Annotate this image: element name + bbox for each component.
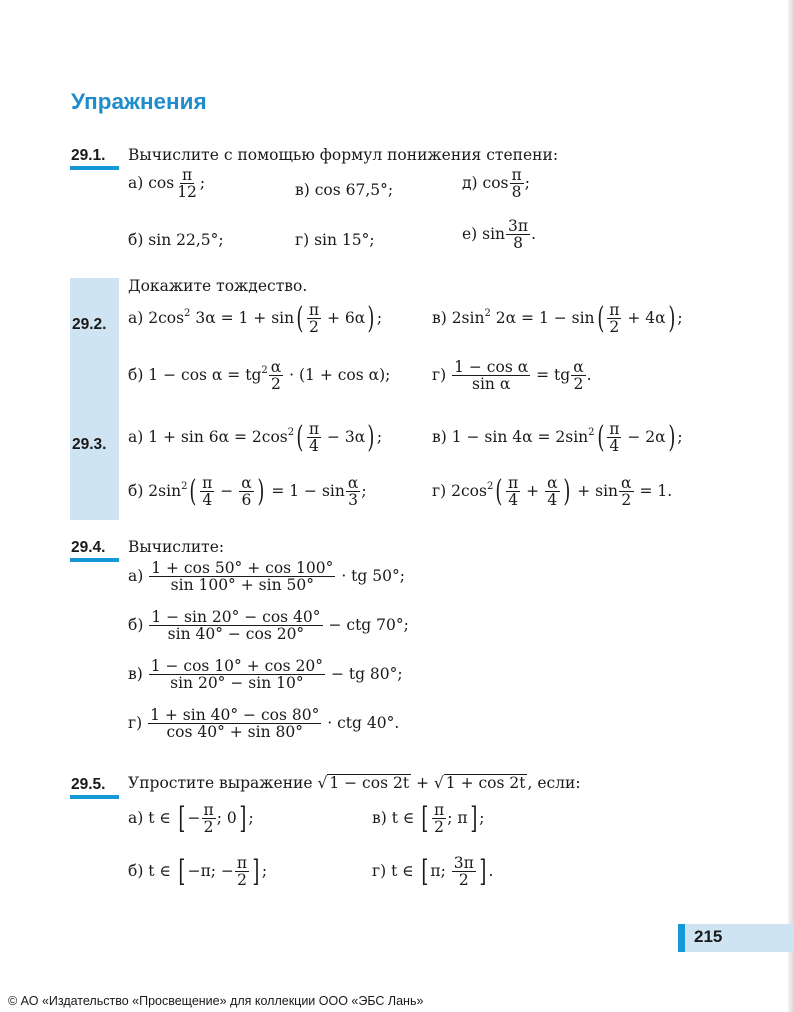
exercise-number-29-2: 29.2. [72,316,107,333]
item-29-2-v: в) $2\sin^2$ 2α = 1 − sin( $\frac{\pi}{2}$ + 4α) ; [432,300,683,337]
square-root-icon: √ [433,774,444,792]
page-number: 215 [694,927,723,946]
page-number-marker [678,924,685,952]
item-29-3-a: а) $1 + \sin 6\alpha = 2\cos^2$( $\frac{\pi}{4}$ − 3α) ; [128,419,383,456]
exercise-underline [70,558,119,562]
item-29-1-g: г) sin 15°; [295,231,375,249]
item-29-1-v: в) cos 67,5°; [295,181,394,199]
copyright-notice: © АО «Издательство «Просвещение» для коллекции ООО «ЭБС Лань» [8,994,424,1008]
exercise-task-29-5: Упростите выражение √ 1 − cos 2t + √ 1 + cos 2t , если: [128,774,581,792]
item-29-4-g: г) $\frac{1 + \sin 40^\circ - \cos 80^\circ}{\cos 40^\circ + \sin 80^\circ}$ · ctg 40°. [128,706,400,742]
item-29-2-g: г) $\frac{\text{1 − cos α}}{\text{sin α}}$ = tg $\frac{\alpha}{2}$ . [432,358,592,394]
item-29-5-a: а) t ∈ [ − $\frac{\pi}{2}$ ; 0] ; [128,800,254,837]
item-29-1-a: а) cos $\frac{\pi}{12}$ ; [128,166,206,202]
item-29-1-d: д) cos $\frac{\pi}{8}$ ; [462,166,530,202]
exercise-number-29-5: 29.5. [71,776,106,793]
exercise-task-29-1: Вычислите с помощью формул понижения степени: [128,146,559,164]
item-29-5-v: в) t ∈ [ $\frac{\pi}{2}$ ; π] ; [372,800,485,837]
prove-task: Докажите тождество. [128,277,308,295]
square-root-icon: √ [317,774,328,792]
item-29-3-b: б) $2\sin^2$( $\frac{\pi}{4}$ − $\frac{\alpha}{6}$ ) = 1 − sin $\frac{\alpha}{3}$ ; [128,473,367,510]
item-29-2-a: а) $2\cos^2$ 3α = 1 + sin( $\frac{\pi}{2}$ + 6α) ; [128,300,383,337]
exercise-band-highlight [70,278,119,520]
item-29-3-g: г) $2\cos^2$( $\frac{\pi}{4}$ + $\frac{\alpha}{4}$ ) + sin $\frac{\alpha}{2}$ = 1. [432,473,673,510]
page-edge-shadow [788,0,794,1012]
exercise-underline [70,795,119,799]
item-29-5-g: г) t ∈ [ π; $\frac{3\pi}{2}$ ] . [372,853,494,890]
item-29-4-v: в) $\frac{1 - \cos 10^\circ + \cos 20^\circ}{\sin 20^\circ - \sin 10^\circ}$ − tg 80°; [128,657,403,693]
item-29-3-v: в) $1 - \sin 4\alpha = 2\sin^2$( $\frac{\pi}{4}$ − 2α) ; [432,419,683,456]
item-29-2-b: б) $1 - \cos \alpha = tg^2$ $\frac{\alpha}{2}$ · (1 + cos α); [128,358,391,394]
item-29-4-a: а) $\frac{1 + \cos 50^\circ + \cos 100^\circ}{\sin 100^\circ + \sin 50^\circ}$ · tg 50°; [128,559,405,595]
exercise-number-29-4: 29.4. [71,539,106,556]
exercise-underline [70,166,119,170]
item-29-1-e: е) sin $\frac{3\pi}{8}$ . [462,217,537,253]
item-29-4-b: б) $\frac{1 - \sin 20^\circ - \cos 40^\circ}{\sin 40^\circ - \cos 20^\circ}$ − ctg 70°; [128,608,409,644]
exercise-number-29-1: 29.1. [71,147,106,164]
exercise-number-29-3: 29.3. [72,436,107,453]
item-29-5-b: б) t ∈ [ −π; − $\frac{\pi}{2}$ ] ; [128,853,268,890]
section-heading: Упражнения [71,89,207,114]
item-29-1-b: б) sin 22,5°; [128,231,224,249]
exercise-task-29-4: Вычислите: [128,538,225,556]
